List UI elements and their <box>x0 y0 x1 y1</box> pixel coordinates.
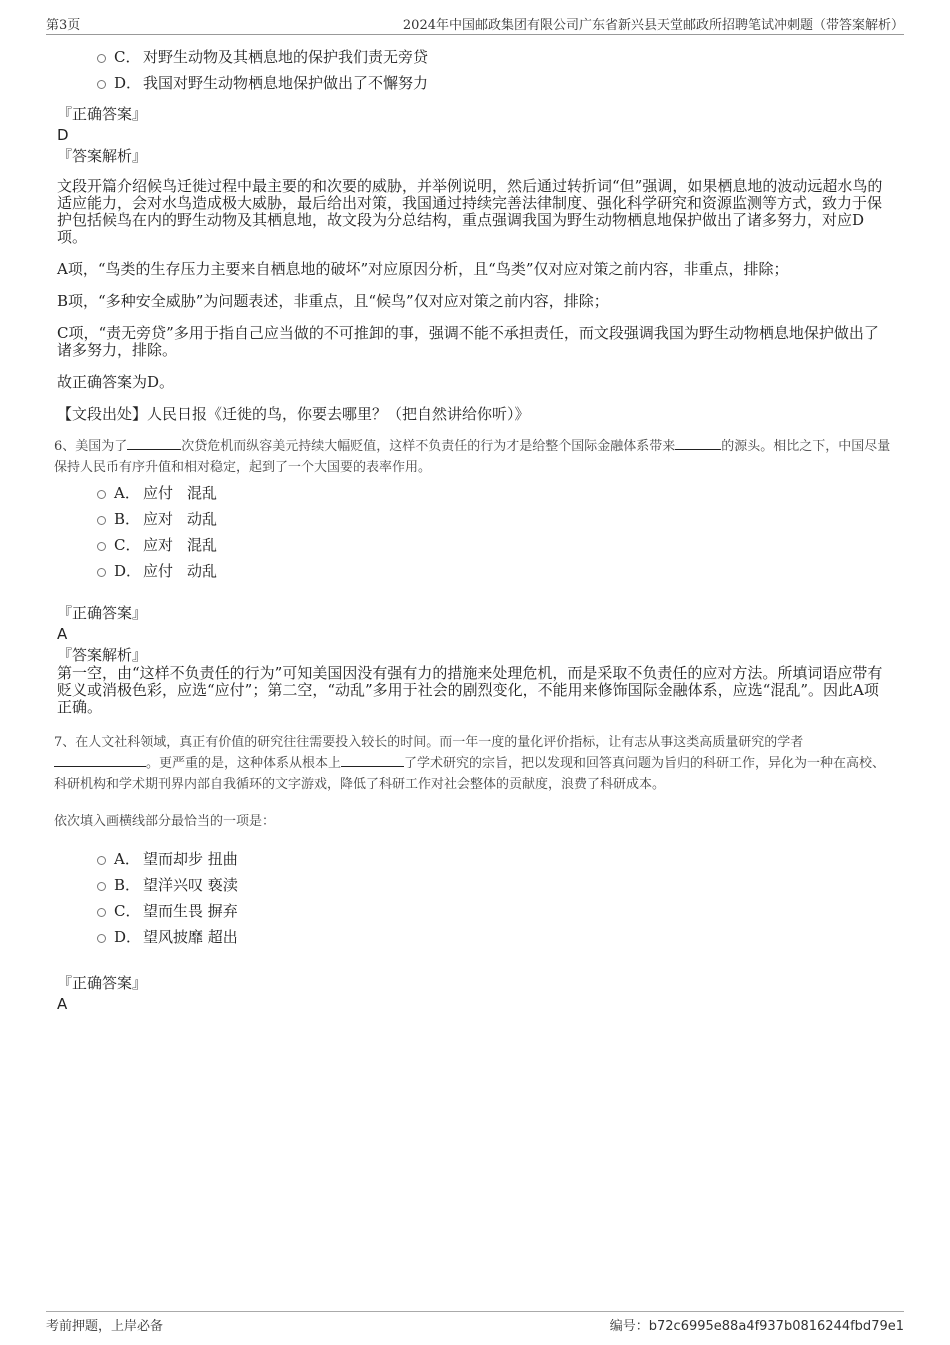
option-letter: C． <box>114 902 141 920</box>
option-word-1: 望洋兴叹 <box>143 876 204 894</box>
q6-analysis-label: 『答案解析』 <box>57 646 148 664</box>
q6-blank-1 <box>127 437 181 450</box>
q7-option-b[interactable] <box>57 872 893 898</box>
footer-slogan: 考前押题，上岸必备 <box>46 1319 164 1334</box>
q5-options <box>57 44 893 96</box>
option-text: 对野生动物及其栖息地的保护我们责无旁贷 <box>143 48 429 66</box>
q5-analysis-a: A项，“鸟类的生存压力主要来自栖息地的破坏”对应原因分析，且“鸟类”仅对应对策之前内容，非重点，排除； <box>57 260 789 278</box>
q5-analysis-b: B项，“多种安全威胁”为问题表述，非重点，且“候鸟”仅对应对策之前内容，排除； <box>57 292 609 310</box>
option-letter: D． <box>114 562 142 580</box>
radio-icon[interactable] <box>97 542 106 551</box>
q7-stem-rest: 了学术研究的宗旨，把以发现和回答真问题为旨归的科研工作，异化为一种在高校、科研机构和学术期刊界内部自我循环的文字游戏，降低了科研工作对社会整体的贡献度，浪费了科研成本。 <box>54 756 886 792</box>
q6-option-c[interactable] <box>57 532 893 558</box>
footer-code-block <box>610 1315 904 1334</box>
q6-options <box>57 480 893 584</box>
q6-stem-part2: 次贷危机而纵容美元持续大幅贬值，这样不负责任的行为才是给整个国际金融体系带来 <box>181 439 676 454</box>
q7-answer-label: 『正确答案』 <box>57 974 148 992</box>
option-letter: D． <box>114 74 142 92</box>
q6-blank-2 <box>675 437 721 450</box>
q7-option-d[interactable] <box>57 924 893 950</box>
q7-prompt: 依次填入画横线部分最恰当的一项是： <box>54 814 276 829</box>
q6-stem-part3: 的源头。相比之下，中国尽量保持人民币有序升值和相对稳定，起到了一个大国要的表率作用。 <box>54 439 891 475</box>
q5-answer-label: 『正确答案』 <box>57 105 148 123</box>
q6-option-a[interactable] <box>57 480 893 506</box>
option-word-2: 摒弃 <box>207 902 238 920</box>
q6-stem <box>54 436 893 478</box>
option-word-1: 望而却步 <box>143 850 204 868</box>
option-word-1: 应付 <box>143 484 174 502</box>
option-word-2: 亵渎 <box>207 876 238 894</box>
option-word-1: 应对 <box>143 510 174 528</box>
q7-stem <box>54 732 893 795</box>
page-number: 第3页 <box>46 18 81 33</box>
q7-stem-line1: 7、在人文社科领域，真正有价值的研究往往需要投入较长的时间。而一年一度的量化评价指标，让有志从事这类高质量研究的学者 <box>54 735 804 750</box>
option-word-1: 望而生畏 <box>143 902 204 920</box>
q5-analysis-main: 文段开篇介绍候鸟迁徙过程中最主要的和次要的威胁，并举例说明，然后通过转折词“但”强调，如果栖息地的波动远超水鸟的适应能力，会对水鸟造成极大威胁，最后给出对策，我国通过持续完善法律制度、强化科学研究和资源监测等方式，致力于保护包括候鸟在内的野生动物及其栖息地，故文段为分总结构，重点强调我国为野生动物栖息地保护做出了诸多努力，对应D项。 <box>57 177 883 246</box>
q6-answer-label: 『正确答案』 <box>57 604 148 622</box>
radio-icon[interactable] <box>97 882 106 891</box>
option-word-1: 应对 <box>143 536 174 554</box>
option-text: 我国对野生动物栖息地保护做出了不懈努力 <box>143 74 429 92</box>
radio-icon[interactable] <box>97 516 106 525</box>
q5-source: 【文段出处】人民日报《迁徙的鸟，你要去哪里？（把自然讲给你听）》 <box>57 405 530 423</box>
option-letter: C． <box>114 536 141 554</box>
q7-blank-1 <box>54 754 146 767</box>
option-letter: D． <box>114 928 142 946</box>
option-letter: A． <box>114 484 140 502</box>
radio-icon[interactable] <box>97 908 106 917</box>
q5-option-d[interactable] <box>57 70 893 96</box>
q5-analysis-label: 『答案解析』 <box>57 147 148 165</box>
q7-option-c[interactable] <box>57 898 893 924</box>
footer-code-label: 编号： <box>609 1319 649 1334</box>
option-word-2: 扭曲 <box>207 850 238 868</box>
q6-option-d[interactable] <box>57 558 893 584</box>
q5-analysis-conclusion: 故正确答案为D。 <box>57 373 175 391</box>
q6-option-b[interactable] <box>57 506 893 532</box>
option-word-2: 混乱 <box>187 484 218 502</box>
option-letter: C． <box>114 48 141 66</box>
radio-icon[interactable] <box>97 568 106 577</box>
option-word-1: 望风披靡 <box>143 928 204 946</box>
option-word-2: 超出 <box>207 928 238 946</box>
q7-option-a[interactable] <box>57 846 893 872</box>
option-word-2: 混乱 <box>187 536 218 554</box>
option-letter: B． <box>114 876 141 894</box>
radio-icon[interactable] <box>97 856 106 865</box>
footer-code: b72c6995e88a4f937b0816244fbd79e1 <box>648 1319 904 1334</box>
q5-answer: D <box>57 126 69 144</box>
radio-icon[interactable] <box>97 80 106 89</box>
q5-analysis-c: C项，“责无旁贷”多用于指自己应当做的不可推卸的事，强调不能不承担责任，而文段强调我国为野生动物栖息地保护做出了诸多努力，排除。 <box>57 324 879 359</box>
q6-analysis: 第一空，由“这样不负责任的行为”可知美国因没有强有力的措施来处理危机，而是采取不负责任的应对方法。所填词语应带有贬义或消极色彩，应选“应付”；第二空，“动乱”多用于社会的剧烈变化，不能用来修饰国际金融体系，应选“混乱”。因此A项正确。 <box>57 664 883 716</box>
q7-answer: A <box>57 995 68 1013</box>
option-word-1: 应付 <box>143 562 174 580</box>
option-letter: B． <box>114 510 141 528</box>
page-header <box>46 14 904 35</box>
option-word-2: 动乱 <box>187 562 218 580</box>
option-word-2: 动乱 <box>187 510 218 528</box>
content <box>54 44 893 1013</box>
q6-answer: A <box>57 625 68 643</box>
option-letter: A． <box>114 850 140 868</box>
document-title: 2024年中国邮政集团有限公司广东省新兴县天堂邮政所招聘笔试冲刺题（带答案解析） <box>402 18 904 33</box>
radio-icon[interactable] <box>97 934 106 943</box>
q5-option-c[interactable] <box>57 44 893 70</box>
page-footer <box>46 1311 904 1336</box>
q7-blank-2 <box>341 754 404 767</box>
radio-icon[interactable] <box>97 54 106 63</box>
q7-options <box>57 846 893 950</box>
radio-icon[interactable] <box>97 490 106 499</box>
q6-stem-part1: 6、美国为了 <box>54 439 128 454</box>
q7-stem-mid: 。更严重的是，这种体系从根本上 <box>146 756 342 771</box>
